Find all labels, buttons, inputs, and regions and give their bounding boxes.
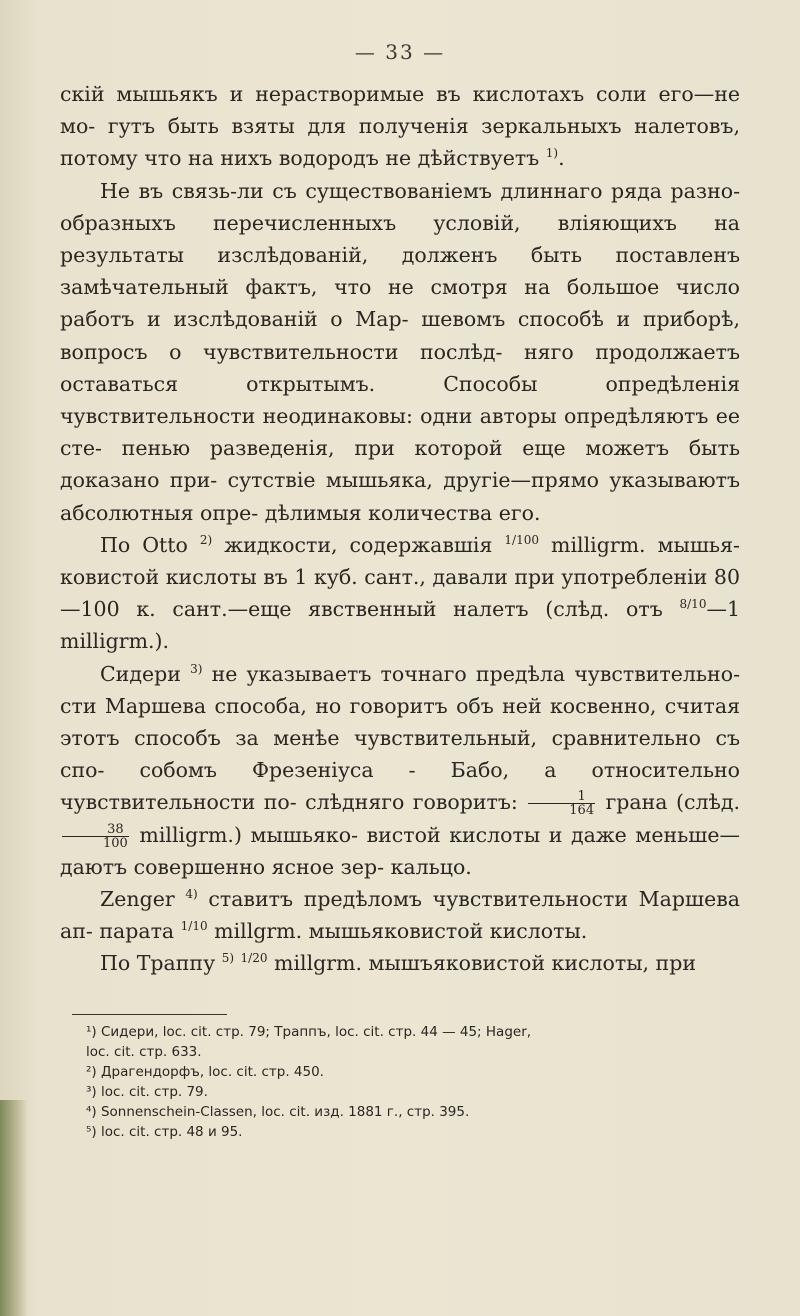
paragraph-5 [60,883,740,947]
fraction [528,790,595,817]
footnote-ref: 5) [221,951,235,966]
text-line: вистой кислоты и даже меньше—даютъ совершенно ясное зер- [60,822,740,879]
text-line: этотъ способъ за менѣе чувствительный, сравнительно съ спо- [60,726,740,783]
footnote-ref: 2) [199,533,213,548]
text-line: чувствительности неодинаковы: одни авторы опредѣляютъ ее сте- [60,404,740,461]
text-line: millgrm. мышъяковистой кислоты, при [274,951,696,976]
text-line: По Otto [100,532,188,557]
text-line: собомъ Фрезеніуса - Бабо, а относительно чувствительности по- [60,758,740,815]
text-line: Zenger [100,887,175,912]
text-line: milligrm.) мышьяко- [139,822,359,847]
footnote-4: ⁴) Sonnenschein-Classen, loc. cit. изд. 1881 г., стр. 395. [86,1104,470,1120]
text-line: образныхъ перечисленныхъ условій, вліяющихъ на результаты [60,210,740,268]
paragraph-3 [60,529,740,658]
fraction: 8/10 [679,597,707,612]
text-line: слѣдняго говоритъ: [305,790,518,815]
footnote-5: ⁵) loc. cit. стр. 48 и 95. [86,1124,243,1140]
fraction-denominator: 100 [103,835,128,851]
footnote-1-continued: loc. cit. стр. 633. [86,1044,202,1060]
text-line: шевомъ способѣ и приборѣ, вопросъ о чувствительности послѣд- [60,307,740,364]
text-line: няго продолжаетъ оставаться открытымъ. Способы опредѣленія [60,339,740,396]
footnote-ref: 3) [190,661,203,676]
fraction-denominator: 164 [569,803,595,819]
text-line: кальцо. [390,854,472,879]
text-line: гутъ быть взяты для полученія зеркальныхъ налетовъ, потому [60,114,740,171]
fraction [62,823,129,850]
text-line: —1 [706,597,740,622]
fraction: 1/10 [180,919,208,934]
footnote-ref: 4) [185,887,198,902]
footnote-2: ²) Драгендорфъ, loc. cit. стр. 450. [86,1064,324,1080]
text-line: 80—100 к. сант.—еще явственный налетъ (слѣд. отъ [60,565,740,622]
text-line: сти Маршева способа, но говоритъ объ ней косвенно, считая [60,693,740,718]
text-line: Сидери [100,661,181,686]
text-line: millgrm. мышьяковистой кислоты. [214,919,588,944]
text-line: скій мышьякъ и нерастворимые въ кислотахъ соли его—не мо- [60,82,740,139]
fraction: 1/20 [240,951,268,966]
text-line: изслѣдованій, долженъ быть поставленъ замѣчательный фактъ, [60,243,740,300]
paragraph-1: скій мышьякъ и нерастворимые въ кислотахъ соли его—не мо- гутъ быть взяты для полученія зеркальныхъ налетовъ, потому что на нихъ водородъ не дѣйствуетъ $^{1)}$. [60,82,740,171]
text-line: парата [99,919,175,944]
text-line: что на нихъ водородъ не дѣйствуетъ [144,146,540,171]
text-line: дѣлимыя количества его. [264,500,541,525]
text-line: пенью разведенія, при которой еще можетъ быть доказано при- [60,436,740,493]
fraction-numerator: 1 [528,790,595,804]
footnote-divider [72,1014,227,1015]
text-line: что не смотря на большое число работъ и изслѣдованій о Мар- [60,275,740,332]
text-line: ставитъ предѣломъ чувствительности Маршева ап- [60,887,740,944]
text-line: не указываетъ точнаго предѣла чувствительно- [211,661,740,686]
text-line: ковистой кислоты въ 1 куб. сант., давали при употребленіи [60,565,708,590]
text-line: milligrm. мышья- [551,532,740,557]
text-line: жидкости, содержавшія [224,532,493,557]
paragraph-2 [60,175,740,529]
text-line: грана (слѣд. [605,790,740,815]
fraction: 1/100 [504,533,540,548]
paragraph-6 [60,947,740,979]
footnote-ref: 1) [545,146,559,161]
text-line: По Траппу [100,951,216,976]
footnote-1: ¹) Сидери, loc. cit. стр. 79; Траппъ, loc. cit. стр. 44 — 45; Hager, [86,1024,532,1040]
text-line: Не въ связь-ли съ существованіемъ длиннаго ряда разно- [100,178,740,203]
body-text [60,78,740,980]
page-edge-shadow [0,1100,28,1316]
text-line: сутствіе мышьяка, другіе—прямо указываютъ абсолютныя опре- [60,468,740,525]
paragraph-4 [60,658,740,883]
footnote-3: ³) loc. cit. стр. 79. [86,1084,208,1100]
fraction-numerator: 38 [62,823,129,837]
footnotes [86,1022,746,1142]
text-line: milligrm.). [60,629,170,654]
page-number: — 33 — [354,40,446,64]
